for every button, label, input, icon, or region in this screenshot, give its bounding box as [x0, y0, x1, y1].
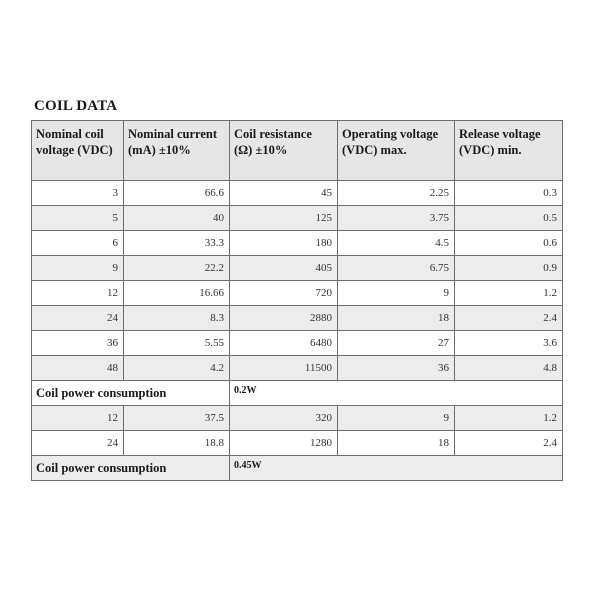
header-row: [32, 121, 563, 181]
power-consumption-label: Coil power consumption: [32, 381, 230, 406]
section-title: COIL DATA: [34, 98, 118, 114]
power-consumption-row: [32, 381, 563, 406]
table-row: [32, 356, 563, 381]
header-coil-resistance: Coil resistance (Ω) ±10%: [230, 121, 338, 181]
cell: 4.2: [124, 356, 230, 381]
cell: 22.2: [124, 256, 230, 281]
table-row: [32, 231, 563, 256]
cell: 9: [338, 281, 455, 306]
cell: 125: [230, 206, 338, 231]
table-row: [32, 181, 563, 206]
cell: 5.55: [124, 331, 230, 356]
cell: 320: [230, 406, 338, 431]
cell: 48: [32, 356, 124, 381]
cell: 12: [32, 281, 124, 306]
header-nominal-voltage: Nominal coil voltage (VDC): [32, 121, 124, 181]
cell: 8.3: [124, 306, 230, 331]
cell: 180: [230, 231, 338, 256]
cell: 3.6: [455, 331, 563, 356]
power-consumption-row: [32, 456, 563, 481]
table-row: [32, 256, 563, 281]
cell: 0.9: [455, 256, 563, 281]
cell: 40: [124, 206, 230, 231]
cell: 0.5: [455, 206, 563, 231]
cell: 33.3: [124, 231, 230, 256]
table-row: [32, 406, 563, 431]
power-consumption-value: 0.45W: [230, 456, 563, 481]
cell: 24: [32, 306, 124, 331]
coil-data-table: [31, 120, 563, 481]
cell: 27: [338, 331, 455, 356]
cell: 24: [32, 431, 124, 456]
cell: 4.5: [338, 231, 455, 256]
cell: 2.4: [455, 306, 563, 331]
cell: 1280: [230, 431, 338, 456]
cell: 2880: [230, 306, 338, 331]
table-row: [32, 431, 563, 456]
header-operating-voltage: Operating voltage (VDC) max.: [338, 121, 455, 181]
cell: 18.8: [124, 431, 230, 456]
cell: 1.2: [455, 281, 563, 306]
cell: 3: [32, 181, 124, 206]
cell: 0.6: [455, 231, 563, 256]
cell: 16.66: [124, 281, 230, 306]
cell: 5: [32, 206, 124, 231]
cell: 4.8: [455, 356, 563, 381]
header-nominal-current: Nominal current (mA) ±10%: [124, 121, 230, 181]
cell: 9: [32, 256, 124, 281]
cell: 405: [230, 256, 338, 281]
cell: 2.4: [455, 431, 563, 456]
cell: 6480: [230, 331, 338, 356]
table-row: [32, 206, 563, 231]
cell: 6: [32, 231, 124, 256]
power-consumption-value: 0.2W: [230, 381, 563, 406]
cell: 37.5: [124, 406, 230, 431]
cell: 3.75: [338, 206, 455, 231]
cell: 12: [32, 406, 124, 431]
cell: 11500: [230, 356, 338, 381]
cell: 66.6: [124, 181, 230, 206]
cell: 1.2: [455, 406, 563, 431]
cell: 2.25: [338, 181, 455, 206]
cell: 18: [338, 431, 455, 456]
power-consumption-label: Coil power consumption: [32, 456, 230, 481]
header-release-voltage: Release voltage (VDC) min.: [455, 121, 563, 181]
cell: 9: [338, 406, 455, 431]
cell: 720: [230, 281, 338, 306]
cell: 6.75: [338, 256, 455, 281]
table-row: [32, 306, 563, 331]
cell: 45: [230, 181, 338, 206]
cell: 36: [32, 331, 124, 356]
cell: 36: [338, 356, 455, 381]
cell: 18: [338, 306, 455, 331]
table-row: [32, 331, 563, 356]
cell: 0.3: [455, 181, 563, 206]
table-row: [32, 281, 563, 306]
